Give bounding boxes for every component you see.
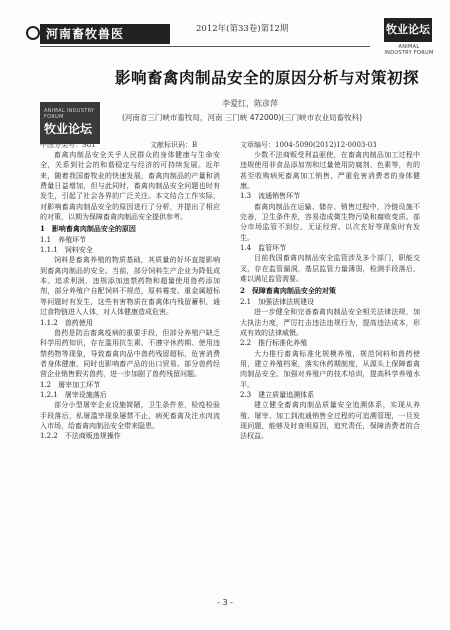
- article-authors: 李爱红，陈彦萍: [222, 99, 278, 108]
- page-number: - 3 -: [217, 598, 233, 607]
- section-heading: 1.1 养殖环节: [40, 235, 87, 244]
- section-heading: 2.3 建立质量追溯体系: [240, 390, 315, 399]
- section-heading: 1.2 屠宰加工环节: [40, 380, 101, 389]
- column-logo: [40, 102, 100, 144]
- journal-brand: 河南畜牧兽医: [40, 24, 170, 44]
- body-column-left: [40, 150, 220, 442]
- body-paragraph: 部分小型屠宰企业设施简陋，卫生条件差，检疫检验手段落后，私屠滥宰现象屡禁不止，病死畜禽及注水肉流入市场，给畜禽肉制品安全带来隐患。: [40, 401, 220, 430]
- masthead: [0, 0, 450, 56]
- section-heading: 2 保障畜禽肉制品安全的对策: [240, 286, 336, 296]
- article-id: 文章编号：1004-5090(2012)12-0003-03: [240, 141, 377, 149]
- body-paragraph: 畜禽肉制品安全关乎人民群众的身体健康与生命安全，关系到社会的和谐稳定与经济的可持续发展。近年来，随着我国畜牧业的快速发展，畜禽肉制品的产量和消费量日益增加，但与此同时，畜禽肉制品安全问题也时有发生，引起了社会各界的广泛关注。本文结合工作实际，对影响畜禽肉制品安全的原因进行了分析，并提出了相应的对策，以期为保障畜禽肉制品安全提供参考。: [40, 151, 220, 222]
- body-paragraph: 大力推行畜禽标准化规模养殖，规范饲料和兽药使用，建立养殖档案，落实休药期制度，从源头上保障畜禽肉制品安全。加强对养殖户的技术培训，提高科学养殖水平。: [240, 349, 420, 389]
- section-heading: 2.1 加强法律法规建设: [240, 297, 315, 306]
- article-title: 影响畜禽肉制品安全的原因分析与对策初探: [115, 68, 420, 87]
- body-paragraph: 饲料是畜禽养殖的物质基础，其质量的好坏直接影响到畜禽肉制品的安全。当前，部分饲料生产企业为降低成本、追求利润，违规添加违禁药物和超量使用兽药添加剂，部分养殖户自配饲料不规范，原料霉变、重金属超标等问题时有发生，这些有害物质在畜禽体内残留蓄积，通过食物链进入人体，对人体健康造成危害。: [40, 256, 220, 317]
- body-paragraph: 少数不法商贩受利益驱使，在畜禽肉制品加工过程中违规使用非食品添加剂和过量使用防腐剂、色素等，有的甚至收购病死畜禽加工销售，严重危害消费者的身体健康。: [240, 151, 420, 191]
- section-heading: 1.4 监管环节: [240, 244, 287, 253]
- document-code: 文献标识码：B: [150, 141, 198, 149]
- section-heading: 1.1.2 兽药使用: [40, 318, 93, 327]
- body-paragraph: 进一步健全和完善畜禽肉制品安全相关法律法规，加大执法力度，严厉打击违法违规行为，提高违法成本，形成有效的法律威慑。: [240, 308, 420, 337]
- body-paragraph: 畜禽肉制品在运输、储存、销售过程中，冷链设施不完善，卫生条件差，容易造成微生物污染和腐败变质。部分市场监管不到位，无证经营、以次充好等现象时有发生。: [240, 202, 420, 242]
- body-paragraph: 建立健全畜禽肉制品质量安全追溯体系，实现从养殖、屠宰、加工到流通销售全过程的可追溯管理，一旦发现问题，能够及时查明原因，追究责任，保障消费者的合法权益。: [240, 401, 420, 441]
- section-heading: 1.3 流通销售环节: [240, 192, 301, 201]
- clc-number: 中图分类号：S81: [40, 141, 96, 149]
- body-paragraph: 兽药是防治畜禽疫病的重要手段，但部分养殖户缺乏科学用药知识，存在滥用抗生素、不遵守休药期、使用违禁药物等现象，导致畜禽肉品中兽药残留超标，危害消费者身体健康，同时也影响畜产品的出口贸易。部分兽药经营企业销售假劣兽药，进一步加剧了兽药残留问题。: [40, 328, 220, 379]
- body-paragraph: 目前我国畜禽肉制品安全监管涉及多个部门，职能交叉，存在监管漏洞，基层监管力量薄弱，检测手段落后，难以满足监管需要。: [240, 254, 420, 284]
- section-heading: 1.1.1 饲料安全: [40, 246, 93, 255]
- section-heading: 1.2.2 不法商贩违规操作: [40, 432, 121, 441]
- journal-logo-icon: [26, 26, 40, 40]
- column-badge-en: ANIMAL INDUSTRY FORUM: [384, 44, 434, 56]
- section-heading: 1.2.1 屠宰设施落后: [40, 390, 107, 399]
- section-heading: 1 影响畜禽肉制品安全的原因: [40, 224, 136, 234]
- column-badge: 牧业论坛: [384, 18, 432, 42]
- column-logo-en: ANIMAL INDUSTRY FORUM: [44, 108, 95, 120]
- column-logo-cn: 牧业论坛: [44, 122, 93, 136]
- header-rule: [40, 46, 370, 47]
- issue-info: 2012年(第33卷)第12期: [196, 24, 289, 34]
- body-column-right: [240, 150, 420, 442]
- article-affiliation: (河南省三门峡市畜牧局，河南 三门峡 472000)(三门峡市农业局畜牧科): [122, 113, 363, 122]
- section-heading: 2.2 推行标准化养殖: [240, 339, 308, 348]
